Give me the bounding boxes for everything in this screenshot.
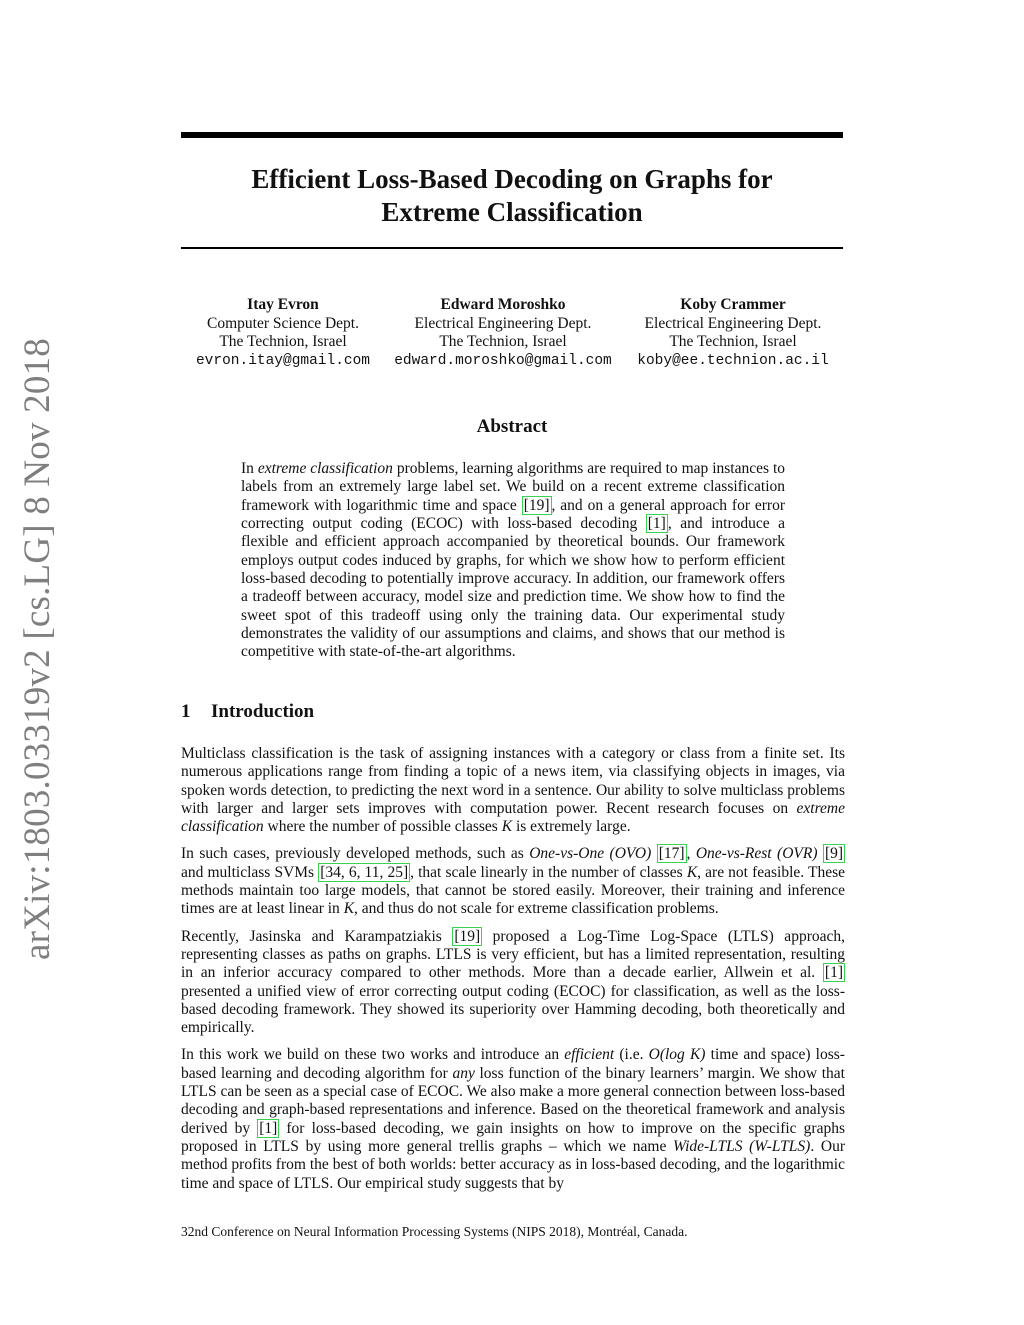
author-dept: Electrical Engineering Dept.	[414, 314, 592, 332]
section-title: Introduction	[211, 701, 315, 722]
abstract-heading: Abstract	[476, 416, 548, 437]
author-name: Edward Moroshko	[440, 296, 566, 313]
text-run: (i.e.	[614, 1046, 649, 1064]
emphasis: Wide-LTLS (W-LTLS)	[673, 1137, 811, 1155]
text-run: where the number of possible classes	[263, 818, 502, 836]
text-run: for loss-based decoding, we gain insights on how to improve on the specific graphs proposed in LTLS by using more general trellis graphs – which we name	[181, 1119, 845, 1155]
emphasis: extreme classification	[257, 460, 393, 477]
author-name: Koby Crammer	[680, 296, 786, 313]
paragraph-3	[181, 928, 845, 1038]
intro-body	[181, 745, 845, 1202]
author-email[interactable]: evron.itay@gmail.com	[195, 352, 371, 369]
author-3	[613, 296, 853, 370]
text-run: loss function of the binary learners’ margin. We show that LTLS can be seen as a special case of ECOC. We also make a more general connection between loss-based decoding and graph-based representations and inference. Based on the theoretical framework and analysis derived by	[181, 1064, 845, 1137]
citation-link[interactable]: [17]	[658, 845, 685, 863]
paragraph-4	[181, 1046, 845, 1192]
text-run: , and introduce a flexible and efficient approach accompanied by theoretical bounds. Our framework employs output codes induced by graphs, for which we show how to perform efficient loss-based decoding to potentially improve accuracy. In addition, our framework offers a tradeoff between accuracy, model size and prediction time. We show how to find the sweet spot of this tradeoff using only the training data. Our experimental study demonstrates the validity of our assumptions and claims, and shows that our method is competitive with state-of-the-art algorithms.	[241, 515, 786, 661]
math-expression: O(log K)	[648, 1046, 706, 1064]
emphasis: any	[452, 1064, 475, 1082]
citation-link[interactable]: [9]	[824, 845, 844, 863]
text-run: Multiclass classification is the task of assigning instances with a category or class from a finite set. Its numerous applications range from finding a topic of a news item, via classifying objects in images, via spoken words detection, to predicting the next word in a sentence. Our ability to solve multiclass problems with larger and larger sets improves with computation power. Recent research focuses on	[181, 745, 845, 817]
author-2	[383, 296, 623, 370]
text-run: In this work we build on these two works and introduce an	[181, 1046, 565, 1064]
author-institution: The Technion, Israel	[669, 333, 797, 350]
math-symbol: K	[343, 900, 355, 918]
text-run: is extremely large.	[512, 818, 631, 836]
abstract-text	[241, 460, 785, 662]
section-heading	[181, 701, 314, 723]
text-run: , are not feasible. These methods maintain too large models, that cannot be stored easily. Moreover, their training and inference times are at least linear in	[181, 863, 845, 918]
text-run: problems, learning algorithms are required to map instances to labels from an extremely large label set. We build on a recent extreme classification framework with logarithmic time and space	[241, 460, 785, 514]
author-dept: Computer Science Dept.	[207, 314, 359, 332]
text-run: In	[241, 460, 258, 477]
author-name: Itay Evron	[247, 296, 319, 313]
author-email[interactable]: koby@ee.technion.ac.il	[637, 352, 829, 369]
author-institution: The Technion, Israel	[219, 333, 347, 350]
math-symbol: K	[686, 863, 698, 881]
text-run: In such cases, previously developed methods, such as	[181, 845, 530, 863]
title-top-rule	[181, 132, 843, 138]
emphasis: One-vs-One (OVO)	[529, 845, 652, 863]
text-run: proposed a Log-Time Log-Space (LTLS) approach, representing classes as paths on graphs. LTLS is very efficient, but has a limited representation, resulting in an inferior accuracy compared to other methods. More than a decade earlier, Allwein et al.	[181, 927, 845, 982]
conference-footnote: 32nd Conference on Neural Information Processing Systems (NIPS 2018), Montréal, Canada.	[181, 1224, 688, 1239]
emphasis: efficient	[564, 1046, 615, 1064]
paragraph-1	[181, 745, 845, 836]
math-symbol: K	[501, 818, 513, 836]
citation-link[interactable]: [1]	[259, 1119, 278, 1137]
text-run: Recently, Jasinska and Karampatziakis	[181, 927, 453, 945]
emphasis: One-vs-Rest (OVR)	[695, 845, 818, 863]
citation-link[interactable]: [1]	[824, 964, 843, 982]
text-run: , and on a general approach for error correcting output coding (ECOC) with loss-based decoding	[241, 496, 785, 533]
citation-link[interactable]: [1]	[647, 515, 666, 533]
text-run: time and space) loss-based learning and decoding algorithm for	[181, 1046, 845, 1082]
citation-link[interactable]: [34, 6, 11, 25]	[320, 863, 409, 881]
text-run: ,	[686, 845, 696, 863]
arxiv-identifier-stamp[interactable]: arXiv:1803.03319v2 [cs.LG] 8 Nov 2018	[17, 338, 58, 960]
author-1	[163, 296, 403, 370]
author-dept: Electrical Engineering Dept.	[644, 314, 822, 332]
paper-title	[181, 163, 843, 229]
title-line-1: Efficient Loss-Based Decoding on Graphs for	[251, 164, 773, 194]
text-run: , that scale linearly in the number of classes	[410, 863, 687, 881]
citation-link[interactable]: [19]	[523, 496, 550, 514]
text-run: and multiclass SVMs	[181, 863, 319, 881]
author-institution: The Technion, Israel	[439, 333, 567, 350]
citation-link[interactable]: [19]	[454, 927, 481, 945]
title-line-2: Extreme Classification	[381, 197, 643, 227]
paragraph-2	[181, 845, 845, 918]
title-bottom-rule	[181, 247, 843, 249]
emphasis: extreme classification	[181, 799, 845, 836]
author-email[interactable]: edward.moroshko@gmail.com	[394, 352, 612, 369]
text-run: , and thus do not scale for extreme classification problems.	[354, 900, 719, 918]
section-number: 1	[181, 701, 191, 722]
text-run: presented a unified view of error correcting output coding (ECOC) for classification, as well as the loss-based decoding framework. They showed its superiority over Hamming decoding, both theoretically and empirically.	[181, 982, 845, 1037]
text-run: . Our method profits from the best of both worlds: better accuracy as in loss-based decoding, and the logarithmic time and space of LTLS. Our empirical study suggests that by	[181, 1137, 845, 1192]
author-block	[181, 296, 843, 376]
